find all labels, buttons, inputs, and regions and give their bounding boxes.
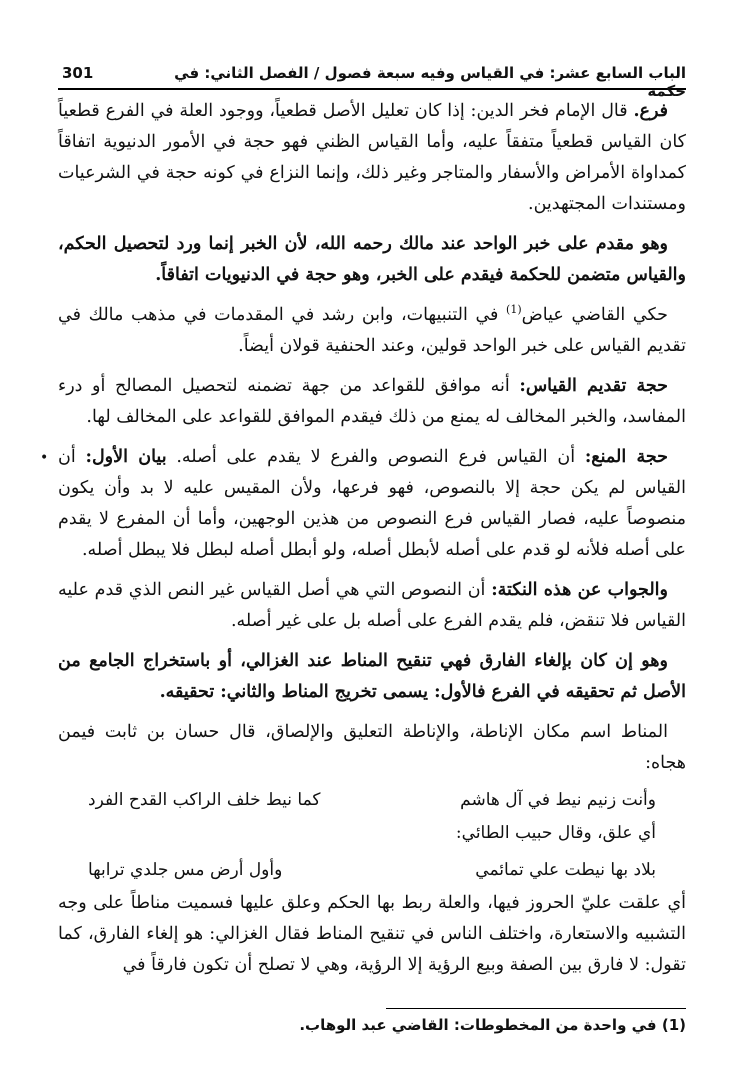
verse-hemistich: بلاد بها نيطت علي تمائمي xyxy=(475,860,656,880)
verse-line xyxy=(58,785,686,816)
paragraph-text: وهو إن كان بإلغاء الفارق فهي تنقيح المناط عند الغزالي، أو باستخراج الجامع من الأصل ثم تحقيقه في الفرع فالأول: يسمى تخريج المناط والثاني: تحقيقه. xyxy=(58,651,686,702)
verse-line xyxy=(58,855,686,886)
running-title: الباب السابع عشر: في القياس وفيه سبعة فصول / الفصل الثاني: في حكمه xyxy=(174,64,686,100)
verse-note: أي علق، وقال حبيب الطائي: xyxy=(455,823,656,843)
footnote-divider xyxy=(386,1008,686,1009)
paragraph-text: حكي القاضي عياض xyxy=(521,305,668,325)
margin-mark: • xyxy=(40,450,49,466)
paragraph-text: أن النصوص التي هي أصل القياس غير النص الذي قدم عليه القياس فلا تنقض، فلم يقدم الفرع على أصله بل على غير أصله. xyxy=(58,580,686,631)
page-body xyxy=(58,96,686,990)
paragraph xyxy=(58,371,686,433)
paragraph-text: قال الإمام فخر الدين: إذا كان تعليل الأصل قطعياً، ووجود العلة في الفرع قطعياً كان القياس قطعياً متفقاً عليه، وأما القياس الظني فهو حجة في الأمور الدنيوية اتفاقاً كمداواة الأمراض والأسفار والمتاجر وغير ذلك، وإنما النزاع في كونه حجة في الشرعيات ومستندات المجتهدين. xyxy=(58,101,686,214)
verse-hemistich: وأنت زنيم نيط في آل هاشم xyxy=(460,790,656,810)
verse-hemistich: وأول أرض مس جلدي ترابها xyxy=(88,860,283,880)
paragraph xyxy=(58,96,686,220)
paragraph xyxy=(58,575,686,637)
paragraph xyxy=(58,442,686,566)
paragraph xyxy=(58,646,686,708)
paragraph-text: أن القياس فرع النصوص والفرع لا يقدم على أصله. xyxy=(166,447,585,467)
verse-hemistich: كما نيط خلف الراكب القدح الفرد xyxy=(88,790,321,810)
paragraph-text: في التنبيهات، وابن رشد في المقدمات في مذهب مالك في تقديم القياس على خبر الواحد قولين، وعند الحنفية قولان أيضاً. xyxy=(58,305,686,356)
paragraph xyxy=(58,717,686,779)
page-number: 301 xyxy=(62,64,94,82)
lead-term: حجة المنع: xyxy=(584,447,668,467)
lead-term: والجواب عن هذه النكتة: xyxy=(491,580,668,600)
paragraph xyxy=(58,888,686,981)
paragraph-text: المناط اسم مكان الإناطة، والإناطة التعليق والإلصاق، قال حسان بن ثابت فيمن هجاه: xyxy=(58,722,686,773)
lead-term: بيان الأول: xyxy=(85,447,167,467)
paragraph xyxy=(58,300,686,362)
page-header xyxy=(58,62,686,100)
paragraph-text: أن القياس لم يكن حجة إلا بالنصوص، فهو فرعها، ولأن المقيس عليه لا بد وأن يكون منصوصاً عليه، فصار القياس فرع النصوص من هذين الوجهين، وأما أن المفرع لا يقدم على أصله فلأنه لو قدم على أصله لأبطل أصله، ولو أبطل أصله لبطل فلا يبطل أصله. xyxy=(58,447,686,560)
footnote-ref[interactable]: (1) xyxy=(506,303,522,317)
paragraph-text: وهو مقدم على خبر الواحد عند مالك رحمه الله، لأن الخبر إنما ورد لتحصيل الحكم، والقياس متضمن للحكمة فيقدم على الخبر، وهو حجة في الدنيويات اتفاقاً. xyxy=(58,234,686,285)
lead-term: حجة تقديم القياس: xyxy=(519,376,668,396)
footnote: (1) في واحدة من المخطوطات: القاضي عبد الوهاب. xyxy=(299,1016,686,1034)
lead-term: فرع. xyxy=(633,101,668,121)
paragraph-text: أنه موافق للقواعد من جهة تضمنه لتحصيل المصالح أو درء المفاسد، والخبر المخالف له يمنع من ذلك فيقدم الموافق للقواعد على المخالف لها. xyxy=(58,376,686,427)
paragraph-text: أي علقت عليّ الحروز فيها، والعلة ربط بها الحكم وعلق عليها فسميت مناطاً على وجه التشبيه والاستعارة، واختلف الناس في تنقيح المناط فقال الغزالي: هو إلغاء الفارق، كما تقول: لا فارق بين الصفة وبيع الرؤية إلا الرؤية، وهي لا تصلح أن تكون فارقاً في xyxy=(58,893,686,975)
paragraph xyxy=(58,229,686,291)
